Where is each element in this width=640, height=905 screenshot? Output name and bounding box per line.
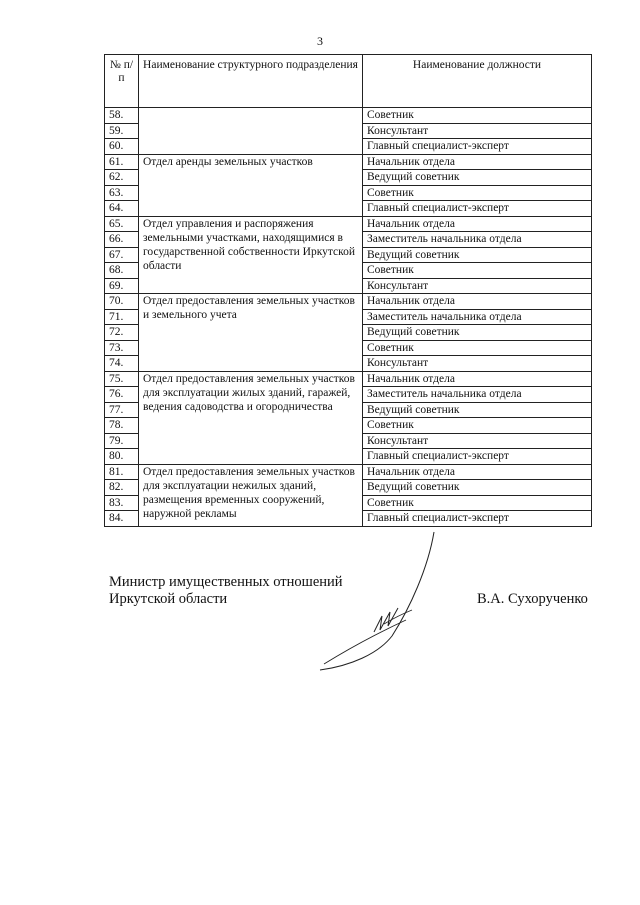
position-name: Советник — [363, 185, 592, 201]
row-number: 82. — [105, 480, 139, 496]
row-number: 70. — [105, 294, 139, 310]
row-number: 83. — [105, 495, 139, 511]
position-name: Ведущий советник — [363, 247, 592, 263]
position-name: Начальник отдела — [363, 294, 592, 310]
header-position: Наименование должности — [363, 55, 592, 108]
position-name: Ведущий советник — [363, 170, 592, 186]
table-row — [105, 154, 592, 170]
row-number: 72. — [105, 325, 139, 341]
position-name: Консультант — [363, 123, 592, 139]
header-department: Наименование структурного подразделения — [139, 55, 363, 108]
row-number: 84. — [105, 511, 139, 527]
position-name: Консультант — [363, 356, 592, 372]
position-name: Начальник отдела — [363, 371, 592, 387]
position-name: Советник — [363, 495, 592, 511]
row-number: 73. — [105, 340, 139, 356]
position-name: Советник — [363, 418, 592, 434]
position-name: Советник — [363, 340, 592, 356]
position-name: Консультант — [363, 278, 592, 294]
row-number: 65. — [105, 216, 139, 232]
position-name: Начальник отдела — [363, 464, 592, 480]
position-name: Советник — [363, 263, 592, 279]
position-name: Заместитель начальника отдела — [363, 232, 592, 248]
position-name: Советник — [363, 108, 592, 124]
row-number: 61. — [105, 154, 139, 170]
table-body — [105, 108, 592, 527]
staff-table — [104, 54, 592, 527]
row-number: 76. — [105, 387, 139, 403]
table-row — [105, 108, 592, 124]
signatory-title-line2: Иркутской области — [109, 591, 228, 607]
position-name: Ведущий советник — [363, 480, 592, 496]
page-number: 3 — [317, 34, 323, 48]
signatory-title-line1: Министр имущественных отношений — [109, 574, 343, 590]
row-number: 63. — [105, 185, 139, 201]
row-number: 77. — [105, 402, 139, 418]
row-number: 58. — [105, 108, 139, 124]
position-name: Главный специалист-эксперт — [363, 201, 592, 217]
position-name: Главный специалист-эксперт — [363, 511, 592, 527]
position-name: Главный специалист-эксперт — [363, 449, 592, 465]
department-name: Отдел предоставления земельных участков для эксплуатации жилых зданий, гаражей, ведения садоводства и огородничества — [139, 371, 363, 464]
row-number: 59. — [105, 123, 139, 139]
table-row — [105, 464, 592, 480]
position-name: Заместитель начальника отдела — [363, 387, 592, 403]
table-row — [105, 294, 592, 310]
row-number: 71. — [105, 309, 139, 325]
table-row — [105, 216, 592, 232]
department-name: Отдел предоставления земельных участков для эксплуатации нежилых зданий, размещения временных сооружений, наружной рекламы — [139, 464, 363, 526]
handwritten-signature — [300, 528, 450, 678]
row-number: 79. — [105, 433, 139, 449]
row-number: 67. — [105, 247, 139, 263]
row-number: 69. — [105, 278, 139, 294]
signatory-name: В.А. Сухорученко — [477, 591, 588, 607]
department-name: Отдел предоставления земельных участков и земельного учета — [139, 294, 363, 372]
position-name: Заместитель начальника отдела — [363, 309, 592, 325]
position-name: Ведущий советник — [363, 325, 592, 341]
table-row — [105, 371, 592, 387]
position-name: Начальник отдела — [363, 216, 592, 232]
position-name: Ведущий советник — [363, 402, 592, 418]
row-number: 75. — [105, 371, 139, 387]
department-name: Отдел аренды земельных участков — [139, 154, 363, 216]
header-num: № п/п — [105, 55, 139, 108]
department-name: Отдел управления и распоряжения земельными участками, находящимися в государственной собственности Иркутской области — [139, 216, 363, 294]
table-header-row — [105, 55, 592, 108]
department-name — [139, 108, 363, 155]
row-number: 80. — [105, 449, 139, 465]
position-name: Консультант — [363, 433, 592, 449]
position-name: Начальник отдела — [363, 154, 592, 170]
row-number: 60. — [105, 139, 139, 155]
row-number: 68. — [105, 263, 139, 279]
row-number: 62. — [105, 170, 139, 186]
position-name: Главный специалист-эксперт — [363, 139, 592, 155]
row-number: 81. — [105, 464, 139, 480]
row-number: 66. — [105, 232, 139, 248]
row-number: 74. — [105, 356, 139, 372]
row-number: 78. — [105, 418, 139, 434]
row-number: 64. — [105, 201, 139, 217]
